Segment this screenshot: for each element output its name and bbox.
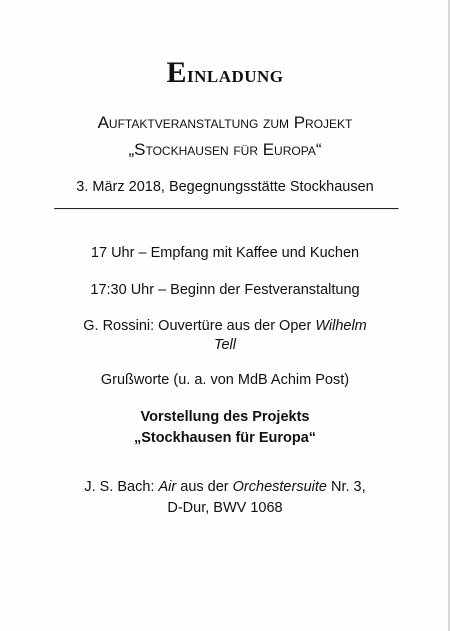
program-item-rossini	[0, 318, 450, 334]
divider-rule	[54, 208, 399, 210]
bach-suite: Orchestersuite	[232, 479, 327, 495]
program-item-presentation-line1: Vorstellung des Projekts	[140, 409, 310, 425]
title-initial: E	[166, 56, 187, 89]
program-item-greetings: Grußworte (u. a. von MdB Achim Post)	[100, 372, 350, 388]
rossini-prefix: G. Rossini: Ouvertüre aus der Oper	[83, 318, 316, 334]
program-item-start: 17:30 Uhr – Beginn der Festveranstaltung	[90, 282, 360, 298]
rossini-work-b: Tell	[213, 337, 237, 353]
program-item-bach	[0, 479, 450, 495]
event-date-location: 3. März 2018, Begegnungsstätte Stockhausen	[76, 179, 374, 195]
bach-prefix: J. S. Bach:	[84, 479, 159, 495]
rossini-work-a: Wilhelm	[315, 318, 367, 334]
event-subtitle-line2: „Stockhausen für Europa“	[128, 140, 322, 159]
program-item-presentation-line2: „Stockhausen für Europa“	[133, 430, 317, 446]
program-item-bach-cont: D-Dur, BWV 1068	[167, 500, 283, 516]
bach-suffix: Nr. 3,	[326, 479, 366, 495]
event-subtitle-line1: Auftaktveranstaltung zum Projekt	[97, 113, 353, 132]
program-item-rossini-cont	[0, 337, 450, 353]
invitation-title	[0, 56, 450, 90]
bach-air: Air	[158, 479, 177, 495]
title-rest: inladung	[186, 62, 284, 88]
program-item-reception: 17 Uhr – Empfang mit Kaffee und Kuchen	[90, 245, 360, 261]
bach-mid: aus der	[176, 479, 233, 495]
